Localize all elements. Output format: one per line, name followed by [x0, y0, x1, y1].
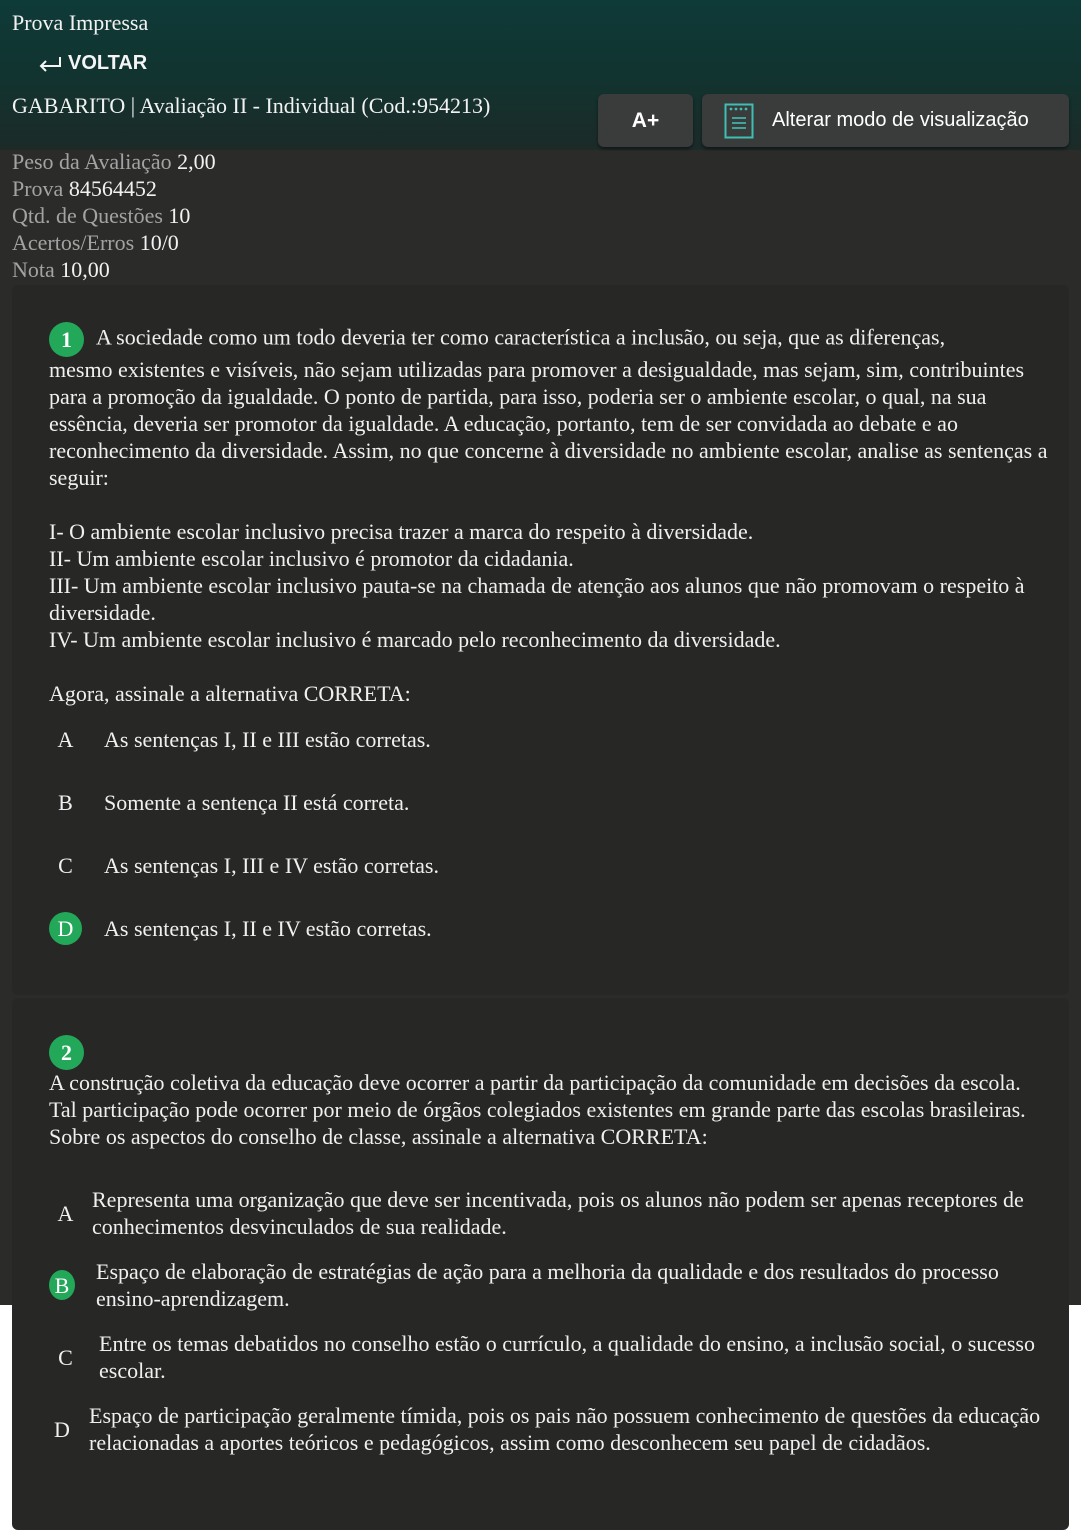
option-text: Somente a sentença II está correta.	[104, 790, 410, 815]
option-text: As sentenças I, III e IV estão corretas.	[104, 853, 439, 878]
sentence-1: I- O ambiente escolar inclusivo precisa trazer a marca do respeito à diversidade.	[49, 519, 754, 544]
question-card-2	[12, 998, 1069, 1530]
option-c[interactable]	[49, 849, 1049, 882]
return-icon	[36, 53, 64, 75]
change-view-mode-button[interactable]	[702, 94, 1069, 147]
sentence-4: IV- Um ambiente escolar inclusivo é marcado pelo reconhecimento da diversidade.	[49, 627, 781, 652]
option-letter: C	[58, 1344, 73, 1370]
info-value: 10,00	[60, 257, 110, 282]
option-text: Representa uma organização que deve ser incentivada, pois os alunos não podem ser apenas receptores de conhecimentos desvinculados de sua realidade.	[92, 1187, 1024, 1239]
question-number-badge: 2	[49, 1035, 84, 1070]
info-label: Acertos/Erros	[12, 230, 135, 255]
exam-info	[12, 148, 216, 283]
question-1-prompt: Agora, assinale a alternativa CORRETA:	[49, 681, 411, 706]
question-1-intro-rest: mesmo existentes e visíveis, não sejam utilizadas para promover a desigualdade, mas sejam, sim, contribuintes para a promoção da igualdade. O ponto de partida, para isso, poderia ser o ambiente escolar, o qual, na sua essência, deveria ser promotor da igualdade. A educação, portanto, tem de ser convidada ao debate e ao reconhecimento da diversidade. Assim, no que concerne à diversidade no ambiente escolar, analise as sentenças a seguir:	[49, 357, 1048, 490]
option-letter: A	[57, 1200, 74, 1226]
info-label: Nota	[12, 257, 55, 282]
option-d[interactable]	[49, 1402, 1049, 1456]
question-card-1	[12, 285, 1069, 995]
info-label: Qtd. de Questões	[12, 203, 163, 228]
info-nota	[12, 256, 216, 283]
option-a[interactable]	[49, 723, 1049, 756]
info-value: 10	[168, 203, 191, 228]
info-peso	[12, 148, 216, 175]
option-text: As sentenças I, II e IV estão corretas.	[104, 916, 432, 941]
question-number-badge: 1	[49, 322, 84, 357]
exam-title: GABARITO | Avaliação II - Individual (Cod.:954213)	[12, 93, 491, 118]
option-text: Entre os temas debatidos no conselho estão o currículo, a qualidade do ensino, a inclusão social, o sucesso escolar.	[99, 1331, 1035, 1383]
document-view-icon	[724, 103, 754, 139]
info-value: 10/0	[139, 230, 179, 255]
question-1-text	[49, 322, 1049, 707]
increase-font-button[interactable]: A+	[598, 94, 693, 147]
option-text: Espaço de elaboração de estratégias de ação para a melhoria da qualidade e dos resultados do processo ensino-aprendizagem.	[96, 1259, 999, 1311]
option-letter-correct: B	[49, 1270, 75, 1300]
option-letter: C	[58, 853, 73, 878]
info-prova	[12, 175, 216, 202]
question-2-prompt: Sobre os aspectos do conselho de classe, assinale a alternativa CORRETA:	[49, 1124, 708, 1149]
option-d-correct[interactable]	[49, 912, 1049, 945]
sentence-2: II- Um ambiente escolar inclusivo é promotor da cidadania.	[49, 546, 574, 571]
info-value: 2,00	[177, 149, 216, 174]
info-acertos	[12, 229, 216, 256]
option-letter-correct: D	[49, 912, 82, 945]
back-label: VOLTAR	[68, 52, 148, 74]
option-c[interactable]	[49, 1330, 1049, 1384]
change-view-mode-label: Alterar modo de visualização	[772, 109, 1029, 131]
sentence-3: III- Um ambiente escolar inclusivo pauta-se na chamada de atenção aos alunos que não promovam o respeito à diversidade.	[49, 573, 1025, 625]
option-text: As sentenças I, II e III estão corretas.	[104, 727, 431, 752]
option-a[interactable]	[49, 1186, 1049, 1240]
question-2-text	[49, 1035, 1049, 1150]
info-label: Peso da Avaliação	[12, 149, 172, 174]
info-value: 84564452	[68, 176, 157, 201]
option-text: Espaço de participação geralmente tímida, pois os pais não possuem conhecimento de questões da educação relacionadas a aportes teóricos e pedagógicos, assim como desconhecem seu papel de cidadãos.	[89, 1403, 1041, 1455]
info-label: Prova	[12, 176, 64, 201]
back-button[interactable]	[36, 52, 147, 75]
info-qtd	[12, 202, 216, 229]
option-letter: A	[57, 727, 74, 752]
question-2-intro: A construção coletiva da educação deve ocorrer a partir da participação da comunidade em decisões da escola. Tal participação pode ocorrer por meio de órgãos colegiados existentes em grande parte das escolas brasileiras.	[49, 1070, 1026, 1122]
page-title: Prova Impressa	[12, 10, 149, 35]
option-letter: D	[54, 1416, 70, 1442]
option-b[interactable]	[49, 786, 1049, 819]
question-1-intro-first: A sociedade como um todo deveria ter como característica a inclusão, ou seja, que as diferenças,	[96, 324, 946, 350]
option-b-correct[interactable]	[49, 1258, 1049, 1312]
option-letter: B	[58, 790, 73, 815]
